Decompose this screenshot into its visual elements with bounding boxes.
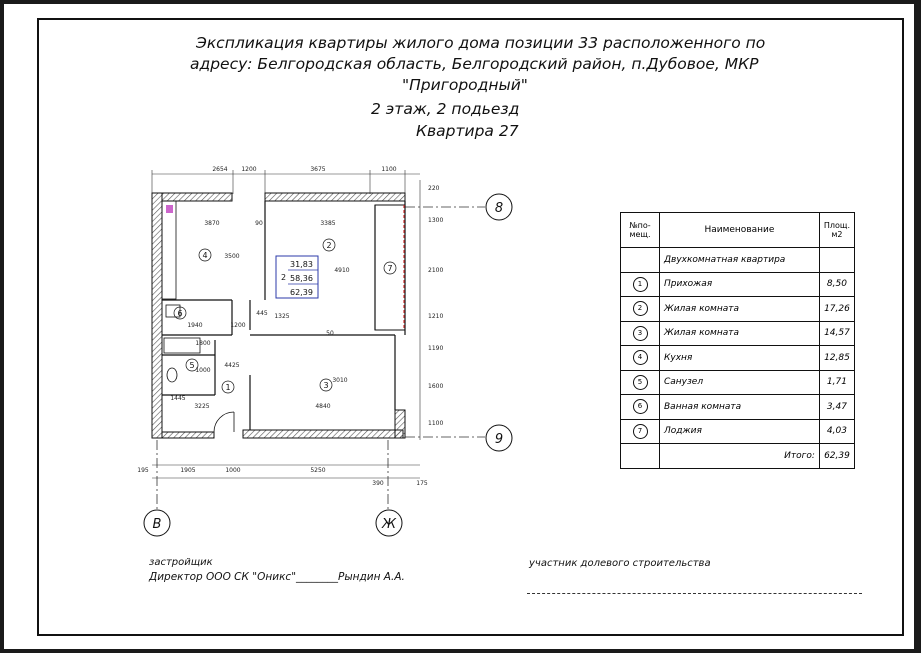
svg-text:2100: 2100 <box>428 267 444 274</box>
table-row: 4 Кухня 12,85 <box>621 346 855 371</box>
title-line-3: "Пригородный" <box>402 76 528 94</box>
svg-text:3385: 3385 <box>320 220 336 227</box>
kitchen-counter <box>162 201 176 299</box>
svg-text:1940: 1940 <box>187 322 203 329</box>
svg-text:1000: 1000 <box>225 467 241 474</box>
svg-text:1905: 1905 <box>180 467 196 474</box>
developer-signature: Директор ООО СК "Оникс"________Рындин А.А. <box>149 571 405 583</box>
svg-text:1800: 1800 <box>195 340 211 347</box>
svg-text:1100: 1100 <box>428 420 444 427</box>
axis-bubble-v <box>144 510 170 536</box>
svg-text:3225: 3225 <box>194 403 210 410</box>
svg-text:50: 50 <box>326 330 334 337</box>
participant-label: участник долевого строительства <box>529 558 711 569</box>
svg-text:9: 9 <box>494 432 504 447</box>
header-name: Наименование <box>660 213 820 248</box>
svg-text:1445: 1445 <box>170 395 186 402</box>
drawing-sheet <box>4 4 914 649</box>
svg-text:1210: 1210 <box>428 313 444 320</box>
svg-text:7: 7 <box>387 264 393 273</box>
table-header-row <box>621 213 855 248</box>
svg-text:2: 2 <box>281 273 287 282</box>
svg-text:6: 6 <box>177 309 183 318</box>
svg-text:2654: 2654 <box>212 166 228 173</box>
svg-text:Ж: Ж <box>381 517 397 532</box>
svg-text:1100: 1100 <box>381 166 397 173</box>
svg-text:1325: 1325 <box>274 313 290 320</box>
svg-text:220: 220 <box>428 185 440 192</box>
title-line-2: адресу: Белгородская область, Белгородский район, п.Дубовое, МКР <box>190 55 759 73</box>
svg-text:390: 390 <box>372 480 384 487</box>
axis-bubble-8 <box>486 194 512 220</box>
axis-bubble-zh <box>376 510 402 536</box>
title-line-1: Экспликация квартиры жилого дома позиции 33 расположенного по <box>196 34 766 52</box>
section-title: Двухкомнатная квартира <box>660 248 820 273</box>
svg-text:3: 3 <box>323 381 329 390</box>
header-number: №по- мещ. <box>621 213 660 248</box>
table-row: 3 Жилая комната 14,57 <box>621 321 855 346</box>
participant-signature-line <box>527 593 862 594</box>
dimension-texts <box>137 166 443 487</box>
explication-table <box>620 212 855 469</box>
svg-text:1300: 1300 <box>428 217 444 224</box>
gas-riser-icon <box>166 205 173 213</box>
toilet-icon <box>167 368 177 382</box>
svg-text:1200: 1200 <box>241 166 257 173</box>
svg-text:1: 1 <box>225 383 231 392</box>
svg-text:1000: 1000 <box>195 367 211 374</box>
svg-text:3010: 3010 <box>332 377 348 384</box>
table-row: 7 Лоджия 4,03 <box>621 419 855 444</box>
svg-text:В: В <box>152 517 162 532</box>
svg-text:4: 4 <box>202 251 208 260</box>
svg-text:90: 90 <box>255 220 263 227</box>
svg-text:8: 8 <box>494 201 504 216</box>
svg-text:195: 195 <box>137 467 149 474</box>
svg-text:5250: 5250 <box>310 467 326 474</box>
svg-text:3870: 3870 <box>204 220 220 227</box>
svg-text:1600: 1600 <box>428 383 444 390</box>
svg-text:58,36: 58,36 <box>290 274 313 283</box>
svg-text:3675: 3675 <box>310 166 326 173</box>
svg-text:2: 2 <box>326 241 332 250</box>
title-line-5: Квартира 27 <box>416 122 519 140</box>
svg-text:4910: 4910 <box>334 267 350 274</box>
svg-text:4425: 4425 <box>224 362 240 369</box>
table-row: 1 Прихожая 8,50 <box>621 272 855 297</box>
svg-text:62,39: 62,39 <box>290 288 313 297</box>
total-row <box>621 444 855 469</box>
header-area: Площ. м2 <box>819 213 854 248</box>
developer-label: застройщик <box>149 557 213 568</box>
total-label: Итого: <box>660 444 820 469</box>
svg-text:175: 175 <box>416 480 428 487</box>
svg-text:1190: 1190 <box>428 345 444 352</box>
svg-text:4840: 4840 <box>315 403 331 410</box>
area-summary-box <box>276 256 318 298</box>
table-row: 5 Санузел 1,71 <box>621 370 855 395</box>
table-row: 2 Жилая комната 17,26 <box>621 297 855 322</box>
section-row <box>621 248 855 273</box>
axis-bubble-9 <box>486 425 512 451</box>
svg-text:31,83: 31,83 <box>290 260 313 269</box>
svg-text:1200: 1200 <box>230 322 246 329</box>
table-row: 6 Ванная комната 3,47 <box>621 395 855 420</box>
svg-text:3500: 3500 <box>224 253 240 260</box>
svg-text:5: 5 <box>189 361 195 370</box>
svg-text:445: 445 <box>256 310 268 317</box>
title-line-4: 2 этаж, 2 подьезд <box>371 100 520 118</box>
entry-door-icon <box>214 412 234 432</box>
total-value: 62,39 <box>819 444 854 469</box>
